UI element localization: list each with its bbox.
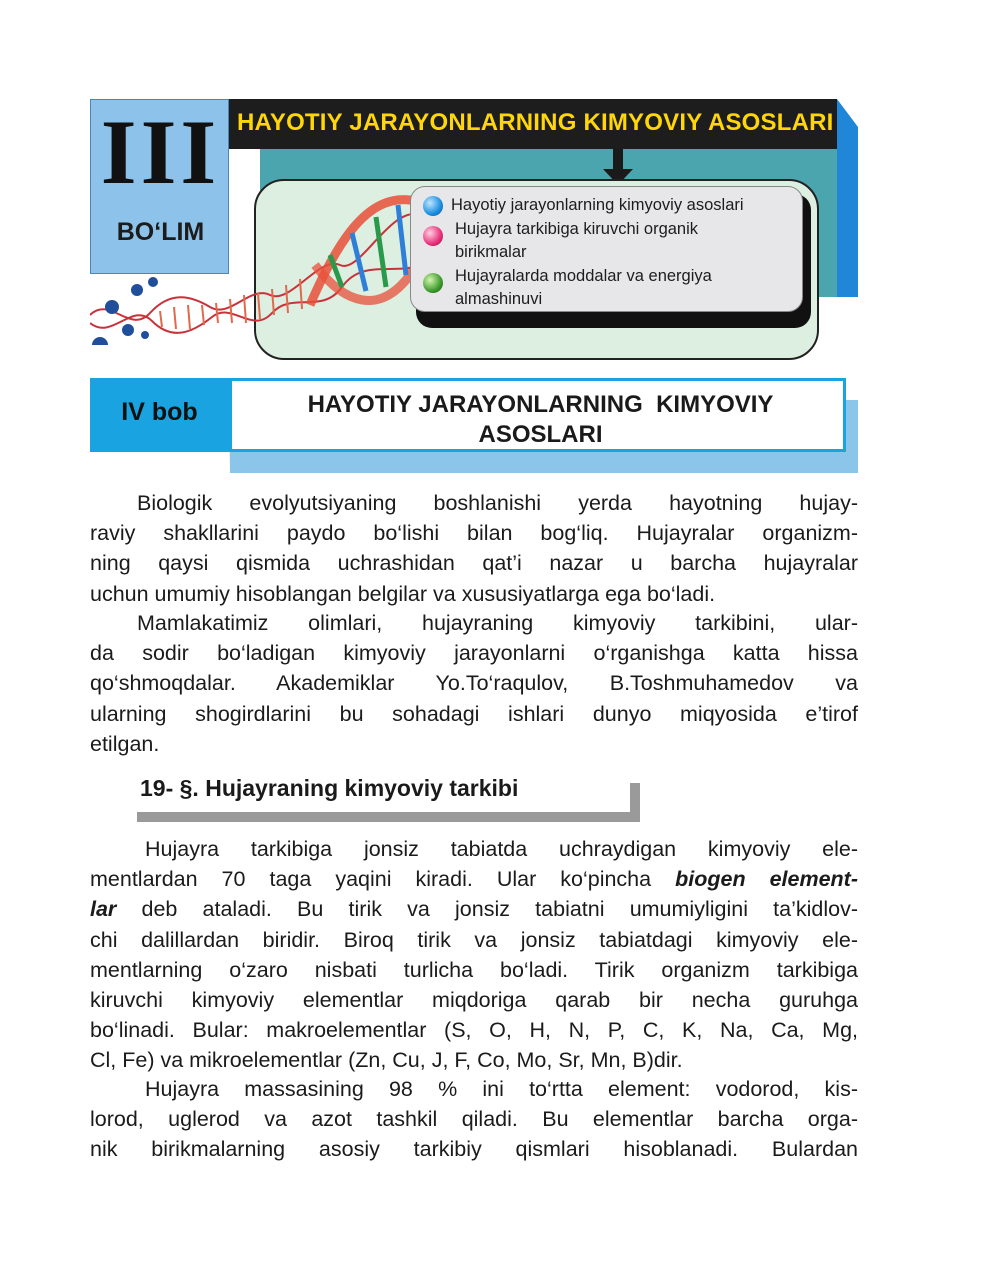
text-line: Cl, Fe) va mikroelementlar (Zn, Cu, J, F, Co, Mo, Sr, Mn, B)dir. — [90, 1048, 683, 1073]
text-line: uchun umumiy hisoblangan belgilar va xususiyatlarga ega bo‘ladi. — [90, 581, 716, 606]
topics-card — [410, 186, 803, 312]
text-line: ning qaysi qismida uchrashidan qat’i nazar u barcha hujayralar — [90, 551, 858, 576]
section-heading-box — [137, 773, 630, 812]
blue-bullet-icon — [423, 196, 443, 216]
pink-bullet-icon — [423, 226, 443, 246]
text-line: qo‘shmoqdalar. Akademiklar Yo.To‘raqulov, B.Toshmuhamedov va — [90, 671, 858, 696]
text-line: Biologik evolyutsiyaning boshlanishi yerda hayotning hujay- — [137, 491, 858, 515]
text-line: kiruvchi kimyoviy elementlar miqdoriga qarab bir necha guruhga — [90, 988, 858, 1013]
topic-item-1: Hayotiy jarayonlarning kimyoviy asoslari — [451, 196, 744, 214]
chapter-title-box — [229, 378, 846, 452]
topic-item-3-line-2: almashinuvi — [455, 290, 543, 308]
banner-title: HAYOTIY JARAYONLARNING KIMYOVIY ASOSLARI — [237, 109, 834, 136]
text-line: etilgan. — [90, 731, 160, 756]
section-banner — [90, 99, 858, 361]
text-line: lorod, uglerod va azot tashkil qiladi. Bu elementlar barcha orga- — [90, 1107, 858, 1132]
green-bullet-icon — [423, 273, 443, 293]
section-title: 19- §. Hujayraning kimyoviy tarkibi — [140, 775, 519, 801]
text-run: deb ataladi. Bu tirik va jonsiz tabiatni umumiyligini ta’kidlov- — [116, 897, 858, 922]
chapter-title-line-1: HAYOTIY JARAYONLARNING KIMYOVIY — [307, 391, 774, 418]
text-line: da sodir bo‘ladigan kimyoviy jarayonlarni o‘rganishga katta hissa — [90, 641, 858, 666]
text-line: ularning shogirdlarini bu sohadagi ishlari dunyo miqyosida e’tirof — [90, 701, 858, 726]
chapter-label: IV bob — [121, 398, 198, 426]
text-line: Hujayra tarkibiga jonsiz tabiatda uchraydigan kimyoviy ele- — [145, 837, 858, 861]
text-line: chi dalillardan biridir. Biroq tirik va jonsiz tabiatdagi kimyoviy ele- — [90, 927, 858, 952]
topic-item-3-line-1: Hujayralarda moddalar va energiya — [455, 267, 712, 285]
section-label: BO‘LIM — [116, 218, 205, 246]
text-line: mentlarning o‘zaro nisbati turlicha bo‘ladi. Tirik organizm tarkibiga — [90, 957, 858, 982]
banner-title-bar — [229, 99, 837, 149]
text-line: nik birikmalarning asosiy tarkibiy qismlari hisoblanadi. Bulardan — [90, 1137, 858, 1162]
intro-paragraph-1 — [90, 488, 858, 609]
text-line: raviy shakllarini paydo bo‘lishi bilan bog‘liq. Hujayralar organizm- — [90, 521, 858, 546]
chapter-title — [242, 390, 839, 450]
topic-item-2-line-1: Hujayra tarkibiga kiruvchi organik — [455, 220, 699, 238]
banner-side-strip — [837, 99, 858, 297]
text-run: mentlardan 70 taga yaqini kiradi. Ular ko‘pincha — [90, 867, 676, 892]
text-line: Hujayra massasining 98 % ini to‘rtta element: vodorod, kis- — [145, 1077, 858, 1101]
biogen-term: biogen element- — [675, 867, 858, 892]
chapter-header — [90, 378, 858, 473]
intro-paragraph-2 — [90, 608, 858, 759]
text-line — [90, 894, 858, 924]
topic-item-2-line-2: birikmalar — [455, 243, 527, 261]
body-paragraph-2 — [90, 1074, 858, 1165]
text-line: Mamlakatimiz olimlari, hujayraning kimyoviy tarkibini, ular- — [137, 611, 858, 635]
text-line — [90, 864, 858, 894]
body-paragraph-1 — [90, 834, 858, 1076]
section-heading — [137, 773, 640, 822]
biogen-term-end: lar — [90, 897, 117, 922]
text-line: bo‘linadi. Bular: makroelementlar (S, O, H, N, P, C, K, Na, Ca, Mg, — [90, 1018, 858, 1043]
chapter-label-box — [90, 378, 229, 452]
section-roman-numeral: III — [100, 101, 221, 203]
chapter-title-line-2: ASOSLARI — [478, 421, 603, 448]
